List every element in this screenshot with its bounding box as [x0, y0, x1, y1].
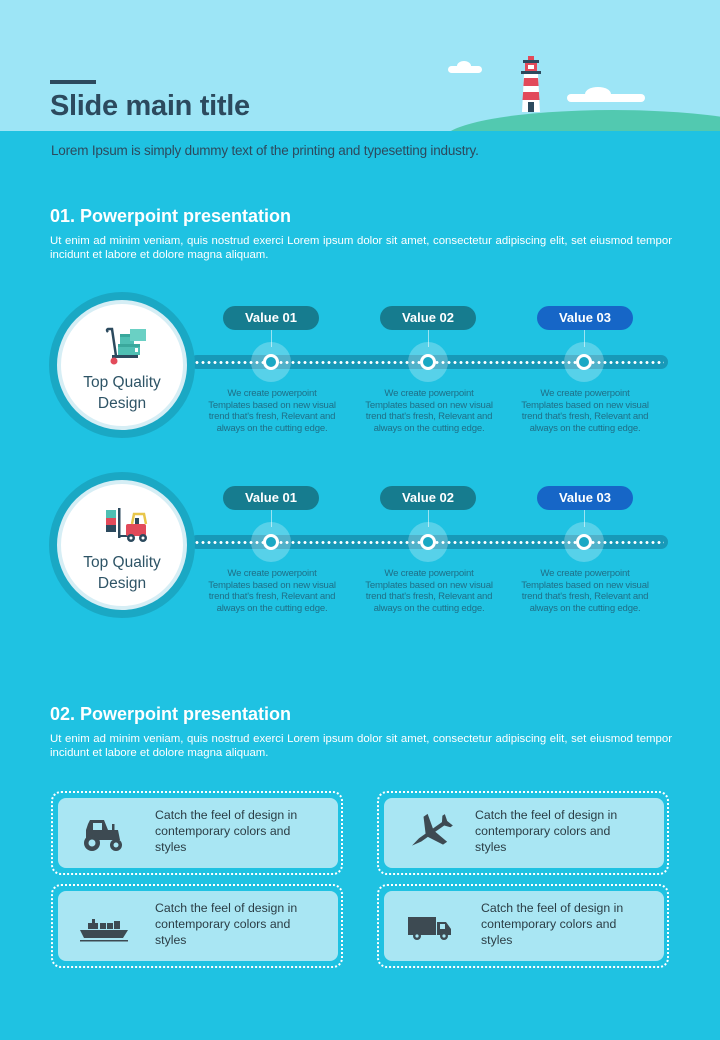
section1-heading: 01. Powerpoint presentation	[50, 206, 292, 226]
value-pill: Value 02	[380, 486, 476, 510]
value-description: We create powerpoint Templates based on new visual trend that's fresh, Relevant and always on the cutting edge.	[365, 568, 493, 614]
hill-illustration	[443, 110, 720, 131]
timeline-node	[420, 534, 436, 550]
title-accent-bar	[50, 80, 96, 84]
value-description: We create powerpoint Templates based on new visual trend that's fresh, Relevant and always on the cutting edge.	[208, 568, 336, 614]
feature-label-line1: Top Quality	[83, 554, 161, 571]
feature-circle-inner	[57, 300, 187, 430]
feature-card-text: Catch the feel of design in contemporary colors and styles	[481, 901, 624, 947]
feature-circle	[49, 472, 195, 618]
hand-truck-boxes-icon	[102, 326, 150, 366]
delivery-truck-icon	[404, 905, 456, 947]
feature-card	[377, 791, 669, 875]
lighthouse-icon	[516, 56, 546, 116]
value-description: We create powerpoint Templates based on new visual trend that's fresh, Relevant and always on the cutting edge.	[365, 388, 493, 434]
feature-label-line2: Design	[97, 575, 147, 592]
section2-body: Ut enim ad minim veniam, quis nostrud exerci Lorem ipsum dolor sit amet, consectetur adipiscing elit, set eiusmod tempor incidunt et labore et dolore magna aliquam.	[50, 733, 672, 759]
value-description: We create powerpoint Templates based on new visual trend that's fresh, Relevant and always on the cutting edge.	[521, 568, 649, 614]
timeline-row	[0, 292, 720, 442]
feature-card-inner	[58, 891, 338, 961]
value-pill: Value 01	[223, 306, 319, 330]
header-banner	[0, 0, 720, 131]
feature-circle	[49, 292, 195, 438]
feature-label-line2: Design	[97, 395, 147, 412]
airplane-icon	[404, 812, 456, 854]
value-pill: Value 03	[537, 306, 633, 330]
value-description: We create powerpoint Templates based on new visual trend that's fresh, Relevant and always on the cutting edge.	[521, 388, 649, 434]
feature-card-inner	[384, 798, 664, 868]
timeline-node	[263, 534, 279, 550]
tractor-icon	[78, 812, 130, 854]
timeline-node	[263, 354, 279, 370]
feature-card-text: Catch the feel of design in contemporary colors and styles	[155, 901, 298, 947]
slide-subtitle: Lorem Ipsum is simply dummy text of the printing and typesetting industry.	[51, 143, 479, 158]
value-pill: Value 01	[223, 486, 319, 510]
timeline-node	[420, 354, 436, 370]
cloud-icon	[448, 66, 482, 73]
feature-label	[61, 552, 183, 594]
feature-card-inner	[58, 798, 338, 868]
timeline-node	[576, 534, 592, 550]
slide-title: Slide main title	[50, 90, 250, 122]
feature-card	[51, 791, 343, 875]
section1-body: Ut enim ad minim veniam, quis nostrud exerci Lorem ipsum dolor sit amet, consectetur adipiscing elit, set eiusmod tempor incidunt et labore et dolore magna aliquam.	[50, 235, 672, 261]
value-pill: Value 03	[537, 486, 633, 510]
feature-card-text: Catch the feel of design in contemporary colors and styles	[155, 808, 298, 854]
value-pill: Value 02	[380, 306, 476, 330]
feature-label-line1: Top Quality	[83, 374, 161, 391]
feature-card	[51, 884, 343, 968]
value-description: We create powerpoint Templates based on new visual trend that's fresh, Relevant and always on the cutting edge.	[208, 388, 336, 434]
feature-circle-inner	[57, 480, 187, 610]
timeline-node	[576, 354, 592, 370]
cloud-icon	[567, 94, 645, 102]
section2-heading: 02. Powerpoint presentation	[50, 704, 292, 724]
cargo-ship-icon	[78, 905, 130, 947]
timeline-row	[0, 472, 720, 622]
feature-label	[61, 372, 183, 414]
feature-card-inner	[384, 891, 664, 961]
forklift-icon	[102, 506, 150, 546]
feature-card	[377, 884, 669, 968]
feature-card-text: Catch the feel of design in contemporary colors and styles	[475, 808, 618, 854]
